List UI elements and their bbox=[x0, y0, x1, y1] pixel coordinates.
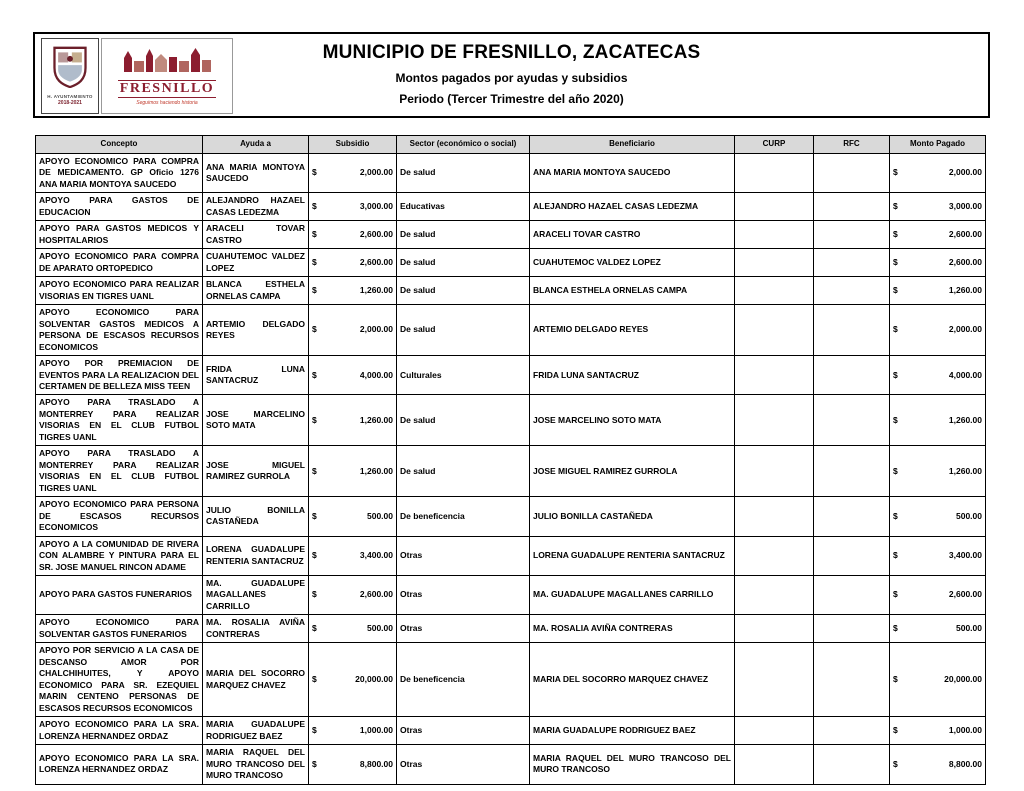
sector-cell: Otras bbox=[397, 615, 530, 643]
currency-symbol: $ bbox=[312, 167, 317, 178]
rfc-cell bbox=[814, 221, 890, 249]
subsidio-amount: 1,000.00 bbox=[359, 724, 393, 735]
currency-symbol: $ bbox=[312, 724, 317, 735]
table-row bbox=[36, 717, 986, 745]
sector-cell: De salud bbox=[397, 154, 530, 193]
currency-symbol: $ bbox=[312, 550, 317, 561]
col-header-sector: Sector (económico o social) bbox=[397, 136, 530, 154]
curp-cell bbox=[735, 356, 814, 395]
sector-cell: De salud bbox=[397, 277, 530, 305]
rfc-cell bbox=[814, 717, 890, 745]
subsidio-amount: 4,000.00 bbox=[359, 369, 393, 380]
ayuda-a-cell: JOSE MARCELINO SOTO MATA bbox=[203, 395, 309, 446]
document-header bbox=[33, 32, 990, 118]
ayuda-a-cell: FRIDA LUNA SANTACRUZ bbox=[203, 356, 309, 395]
beneficiario-cell: MA. ROSALIA AVIÑA CONTRERAS bbox=[530, 615, 735, 643]
currency-symbol: $ bbox=[893, 201, 898, 212]
monto-pagado-cell bbox=[890, 745, 986, 784]
table-row bbox=[36, 536, 986, 575]
table-row bbox=[36, 576, 986, 615]
currency-symbol: $ bbox=[893, 465, 898, 476]
currency-symbol: $ bbox=[312, 229, 317, 240]
monto-pagado-cell bbox=[890, 193, 986, 221]
rfc-cell bbox=[814, 356, 890, 395]
ayuda-a-cell: JOSE MIGUEL RAMIREZ GURROLA bbox=[203, 446, 309, 497]
curp-cell bbox=[735, 536, 814, 575]
currency-symbol: $ bbox=[893, 414, 898, 425]
currency-symbol: $ bbox=[893, 167, 898, 178]
rfc-cell bbox=[814, 643, 890, 717]
subsidio-cell bbox=[309, 356, 397, 395]
ayuda-a-cell: JULIO BONILLA CASTAÑEDA bbox=[203, 497, 309, 536]
table-header-row bbox=[36, 136, 986, 154]
currency-symbol: $ bbox=[312, 414, 317, 425]
sector-cell: Educativas bbox=[397, 193, 530, 221]
sector-cell: Culturales bbox=[397, 356, 530, 395]
sector-cell: De salud bbox=[397, 221, 530, 249]
curp-cell bbox=[735, 446, 814, 497]
subsidio-cell bbox=[309, 643, 397, 717]
subsidio-amount: 2,600.00 bbox=[359, 589, 393, 600]
subsidio-cell bbox=[309, 497, 397, 536]
monto-amount: 500.00 bbox=[956, 510, 982, 521]
subsidio-amount: 1,260.00 bbox=[359, 465, 393, 476]
currency-symbol: $ bbox=[312, 674, 317, 685]
curp-cell bbox=[735, 221, 814, 249]
fresnillo-wordmark: FRESNILLO bbox=[119, 80, 215, 96]
col-header-rfc: RFC bbox=[814, 136, 890, 154]
page-period: Periodo (Tercer Trimestre del año 2020) bbox=[399, 92, 624, 106]
crest-years: 2018-2021 bbox=[58, 100, 82, 106]
page-title: MUNICIPIO DE FRESNILLO, ZACATECAS bbox=[322, 42, 701, 63]
concepto-cell: APOYO ECONOMICO PARA LA SRA. LORENZA HERNANDEZ ORDAZ bbox=[36, 717, 203, 745]
sector-cell: De salud bbox=[397, 446, 530, 497]
monto-amount: 2,000.00 bbox=[948, 167, 982, 178]
concepto-cell: APOYO A LA COMUNIDAD DE RIVERA CON ALAMBRE Y PINTURA PARA EL SR. JOSE MANUEL RINCON ADAME bbox=[36, 536, 203, 575]
sector-cell: Otras bbox=[397, 576, 530, 615]
concepto-cell: APOYO PARA GASTOS MEDICOS Y HOSPITALARIOS bbox=[36, 221, 203, 249]
currency-symbol: $ bbox=[893, 758, 898, 769]
subsidio-cell bbox=[309, 277, 397, 305]
table-body bbox=[36, 154, 986, 785]
currency-symbol: $ bbox=[312, 201, 317, 212]
concepto-cell: APOYO ECONOMICO PARA REALIZAR VISORIAS EN TIGRES UANL bbox=[36, 277, 203, 305]
col-header-ayuda-a: Ayuda a bbox=[203, 136, 309, 154]
currency-symbol: $ bbox=[893, 369, 898, 380]
curp-cell bbox=[735, 249, 814, 277]
rfc-cell bbox=[814, 536, 890, 575]
beneficiario-cell: JOSE MARCELINO SOTO MATA bbox=[530, 395, 735, 446]
rfc-cell bbox=[814, 305, 890, 356]
currency-symbol: $ bbox=[312, 324, 317, 335]
rfc-cell bbox=[814, 154, 890, 193]
monto-amount: 2,600.00 bbox=[948, 257, 982, 268]
concepto-cell: APOYO PARA GASTOS DE EDUCACION bbox=[36, 193, 203, 221]
table-row bbox=[36, 446, 986, 497]
ayuda-a-cell: MA. GUADALUPE MAGALLANES CARRILLO bbox=[203, 576, 309, 615]
ayuda-a-cell: ARACELI TOVAR CASTRO bbox=[203, 221, 309, 249]
col-header-beneficiario: Beneficiario bbox=[530, 136, 735, 154]
currency-symbol: $ bbox=[893, 229, 898, 240]
subsidio-cell bbox=[309, 536, 397, 575]
concepto-cell: APOYO PARA GASTOS FUNERARIOS bbox=[36, 576, 203, 615]
title-block bbox=[35, 42, 988, 106]
subsidio-cell bbox=[309, 615, 397, 643]
ayuda-a-cell: CUAHUTEMOC VALDEZ LOPEZ bbox=[203, 249, 309, 277]
currency-symbol: $ bbox=[893, 550, 898, 561]
monto-amount: 1,260.00 bbox=[948, 284, 982, 295]
subsidio-cell bbox=[309, 576, 397, 615]
currency-symbol: $ bbox=[312, 623, 317, 634]
beneficiario-cell: MARIA RAQUEL DEL MURO TRANCOSO DEL MURO TRANCOSO bbox=[530, 745, 735, 784]
payments-table bbox=[35, 135, 986, 785]
rfc-cell bbox=[814, 193, 890, 221]
beneficiario-cell: BLANCA ESTHELA ORNELAS CAMPA bbox=[530, 277, 735, 305]
curp-cell bbox=[735, 497, 814, 536]
curp-cell bbox=[735, 395, 814, 446]
table-row bbox=[36, 643, 986, 717]
ayuda-a-cell: MARIA DEL SOCORRO MARQUEZ CHAVEZ bbox=[203, 643, 309, 717]
rfc-cell bbox=[814, 497, 890, 536]
beneficiario-cell: FRIDA LUNA SANTACRUZ bbox=[530, 356, 735, 395]
ayuda-a-cell: MARIA GUADALUPE RODRIGUEZ BAEZ bbox=[203, 717, 309, 745]
subsidio-amount: 3,400.00 bbox=[359, 550, 393, 561]
subsidio-cell bbox=[309, 305, 397, 356]
table-row bbox=[36, 193, 986, 221]
col-header-concepto: Concepto bbox=[36, 136, 203, 154]
sector-cell: De salud bbox=[397, 305, 530, 356]
beneficiario-cell: MARIA DEL SOCORRO MARQUEZ CHAVEZ bbox=[530, 643, 735, 717]
beneficiario-cell: ANA MARIA MONTOYA SAUCEDO bbox=[530, 154, 735, 193]
subsidio-amount: 500.00 bbox=[367, 623, 393, 634]
beneficiario-cell: LORENA GUADALUPE RENTERIA SANTACRUZ bbox=[530, 536, 735, 575]
curp-cell bbox=[735, 576, 814, 615]
monto-pagado-cell bbox=[890, 356, 986, 395]
currency-symbol: $ bbox=[893, 284, 898, 295]
beneficiario-cell: ALEJANDRO HAZAEL CASAS LEDEZMA bbox=[530, 193, 735, 221]
page-subtitle: Montos pagados por ayudas y subsidios bbox=[395, 71, 628, 85]
monto-pagado-cell bbox=[890, 305, 986, 356]
monto-amount: 20,000.00 bbox=[944, 674, 982, 685]
table-row bbox=[36, 277, 986, 305]
curp-cell bbox=[735, 193, 814, 221]
monto-amount: 8,800.00 bbox=[948, 758, 982, 769]
rfc-cell bbox=[814, 615, 890, 643]
sector-cell: Otras bbox=[397, 745, 530, 784]
currency-symbol: $ bbox=[312, 284, 317, 295]
curp-cell bbox=[735, 305, 814, 356]
rfc-cell bbox=[814, 277, 890, 305]
concepto-cell: APOYO PARA TRASLADO A MONTERREY PARA REALIZAR VISORIAS EN EL CLUB FUTBOL TIGRES UANL bbox=[36, 395, 203, 446]
subsidio-amount: 20,000.00 bbox=[355, 674, 393, 685]
table-row bbox=[36, 356, 986, 395]
concepto-cell: APOYO PARA TRASLADO A MONTERREY PARA REALIZAR VISORIAS EN EL CLUB FUTBOL TIGRES UANL bbox=[36, 446, 203, 497]
subsidio-cell bbox=[309, 221, 397, 249]
currency-symbol: $ bbox=[312, 589, 317, 600]
monto-pagado-cell bbox=[890, 536, 986, 575]
currency-symbol: $ bbox=[312, 369, 317, 380]
monto-amount: 4,000.00 bbox=[948, 369, 982, 380]
concepto-cell: APOYO ECONOMICO PARA PERSONA DE ESCASOS RECURSOS ECONOMICOS bbox=[36, 497, 203, 536]
beneficiario-cell: JOSE MIGUEL RAMIREZ GURROLA bbox=[530, 446, 735, 497]
table-row bbox=[36, 745, 986, 784]
curp-cell bbox=[735, 615, 814, 643]
rfc-cell bbox=[814, 745, 890, 784]
sector-cell: Otras bbox=[397, 717, 530, 745]
monto-amount: 3,400.00 bbox=[948, 550, 982, 561]
currency-symbol: $ bbox=[893, 623, 898, 634]
col-header-curp: CURP bbox=[735, 136, 814, 154]
beneficiario-cell: JULIO BONILLA CASTAÑEDA bbox=[530, 497, 735, 536]
subsidio-cell bbox=[309, 193, 397, 221]
rfc-cell bbox=[814, 249, 890, 277]
monto-pagado-cell bbox=[890, 249, 986, 277]
monto-amount: 2,600.00 bbox=[948, 589, 982, 600]
subsidio-amount: 8,800.00 bbox=[359, 758, 393, 769]
ayuda-a-cell: ALEJANDRO HAZAEL CASAS LEDEZMA bbox=[203, 193, 309, 221]
subsidio-cell bbox=[309, 249, 397, 277]
table-row bbox=[36, 615, 986, 643]
sector-cell: De salud bbox=[397, 395, 530, 446]
currency-symbol: $ bbox=[893, 257, 898, 268]
monto-amount: 3,000.00 bbox=[948, 201, 982, 212]
curp-cell bbox=[735, 154, 814, 193]
currency-symbol: $ bbox=[893, 324, 898, 335]
col-header-subsidio: Subsidio bbox=[309, 136, 397, 154]
currency-symbol: $ bbox=[312, 257, 317, 268]
subsidio-amount: 500.00 bbox=[367, 510, 393, 521]
concepto-cell: APOYO ECONOMICO PARA SOLVENTAR GASTOS FUNERARIOS bbox=[36, 615, 203, 643]
monto-amount: 2,000.00 bbox=[948, 324, 982, 335]
sector-cell: De salud bbox=[397, 249, 530, 277]
monto-amount: 2,600.00 bbox=[948, 229, 982, 240]
fresnillo-tagline: Seguimos haciendo historia bbox=[136, 99, 198, 106]
curp-cell bbox=[735, 643, 814, 717]
currency-symbol: $ bbox=[893, 510, 898, 521]
ayuda-a-cell: BLANCA ESTHELA ORNELAS CAMPA bbox=[203, 277, 309, 305]
sector-cell: De beneficencia bbox=[397, 643, 530, 717]
subsidio-amount: 2,000.00 bbox=[359, 167, 393, 178]
rfc-cell bbox=[814, 576, 890, 615]
beneficiario-cell: ARTEMIO DELGADO REYES bbox=[530, 305, 735, 356]
table-row bbox=[36, 305, 986, 356]
monto-pagado-cell bbox=[890, 576, 986, 615]
monto-amount: 1,000.00 bbox=[948, 724, 982, 735]
curp-cell bbox=[735, 277, 814, 305]
monto-pagado-cell bbox=[890, 615, 986, 643]
sector-cell: De beneficencia bbox=[397, 497, 530, 536]
concepto-cell: APOYO POR SERVICIO A LA CASA DE DESCANSO AMOR POR CHALCHIHUITES, Y APOYO ECONOMICO PARA SR. EZEQUIEL MARIN CENTENO PERSONAS DE ESCASOS RECURSOS ECONOMICOS bbox=[36, 643, 203, 717]
monto-pagado-cell bbox=[890, 446, 986, 497]
subsidio-cell bbox=[309, 745, 397, 784]
beneficiario-cell: ARACELI TOVAR CASTRO bbox=[530, 221, 735, 249]
rfc-cell bbox=[814, 446, 890, 497]
col-header-monto-pagado: Monto Pagado bbox=[890, 136, 986, 154]
monto-amount: 1,260.00 bbox=[948, 414, 982, 425]
rfc-cell bbox=[814, 395, 890, 446]
table-row bbox=[36, 221, 986, 249]
currency-symbol: $ bbox=[312, 758, 317, 769]
monto-amount: 1,260.00 bbox=[948, 465, 982, 476]
subsidio-cell bbox=[309, 154, 397, 193]
subsidio-amount: 2,600.00 bbox=[359, 229, 393, 240]
concepto-cell: APOYO ECONOMICO PARA COMPRA DE MEDICAMENTO. GP Oficio 1276 ANA MARIA MONTOYA SAUCEDO bbox=[36, 154, 203, 193]
sector-cell: Otras bbox=[397, 536, 530, 575]
concepto-cell: APOYO POR PREMIACION DE EVENTOS PARA LA REALIZACION DEL CERTAMEN DE BELLEZA MISS TEEN bbox=[36, 356, 203, 395]
beneficiario-cell: MA. GUADALUPE MAGALLANES CARRILLO bbox=[530, 576, 735, 615]
beneficiario-cell: CUAHUTEMOC VALDEZ LOPEZ bbox=[530, 249, 735, 277]
subsidio-cell bbox=[309, 717, 397, 745]
subsidio-cell bbox=[309, 446, 397, 497]
ayuda-a-cell: LORENA GUADALUPE RENTERIA SANTACRUZ bbox=[203, 536, 309, 575]
monto-pagado-cell bbox=[890, 717, 986, 745]
currency-symbol: $ bbox=[312, 510, 317, 521]
table-row bbox=[36, 249, 986, 277]
subsidio-amount: 2,000.00 bbox=[359, 324, 393, 335]
table-row bbox=[36, 395, 986, 446]
curp-cell bbox=[735, 717, 814, 745]
ayuda-a-cell: MARIA RAQUEL DEL MURO TRANCOSO DEL MURO TRANCOSO bbox=[203, 745, 309, 784]
curp-cell bbox=[735, 745, 814, 784]
monto-pagado-cell bbox=[890, 154, 986, 193]
beneficiario-cell: MARIA GUADALUPE RODRIGUEZ BAEZ bbox=[530, 717, 735, 745]
currency-symbol: $ bbox=[312, 465, 317, 476]
monto-pagado-cell bbox=[890, 395, 986, 446]
ayuda-a-cell: ARTEMIO DELGADO REYES bbox=[203, 305, 309, 356]
table-row bbox=[36, 154, 986, 193]
concepto-cell: APOYO ECONOMICO PARA LA SRA. LORENZA HERNANDEZ ORDAZ bbox=[36, 745, 203, 784]
monto-pagado-cell bbox=[890, 497, 986, 536]
subsidio-amount: 2,600.00 bbox=[359, 257, 393, 268]
currency-symbol: $ bbox=[893, 674, 898, 685]
monto-pagado-cell bbox=[890, 643, 986, 717]
subsidio-amount: 3,000.00 bbox=[359, 201, 393, 212]
crest-caption: H. AYUNTAMIENTO bbox=[47, 94, 93, 99]
table-row bbox=[36, 497, 986, 536]
monto-pagado-cell bbox=[890, 221, 986, 249]
currency-symbol: $ bbox=[893, 724, 898, 735]
subsidio-amount: 1,260.00 bbox=[359, 414, 393, 425]
ayuda-a-cell: ANA MARIA MONTOYA SAUCEDO bbox=[203, 154, 309, 193]
concepto-cell: APOYO ECONOMICO PARA SOLVENTAR GASTOS MEDICOS A PERSONA DE ESCASOS RECURSOS ECONOMICOS bbox=[36, 305, 203, 356]
currency-symbol: $ bbox=[893, 589, 898, 600]
concepto-cell: APOYO ECONOMICO PARA COMPRA DE APARATO ORTOPEDICO bbox=[36, 249, 203, 277]
ayuda-a-cell: MA. ROSALIA AVIÑA CONTRERAS bbox=[203, 615, 309, 643]
monto-amount: 500.00 bbox=[956, 623, 982, 634]
subsidio-cell bbox=[309, 395, 397, 446]
monto-pagado-cell bbox=[890, 277, 986, 305]
subsidio-amount: 1,260.00 bbox=[359, 284, 393, 295]
